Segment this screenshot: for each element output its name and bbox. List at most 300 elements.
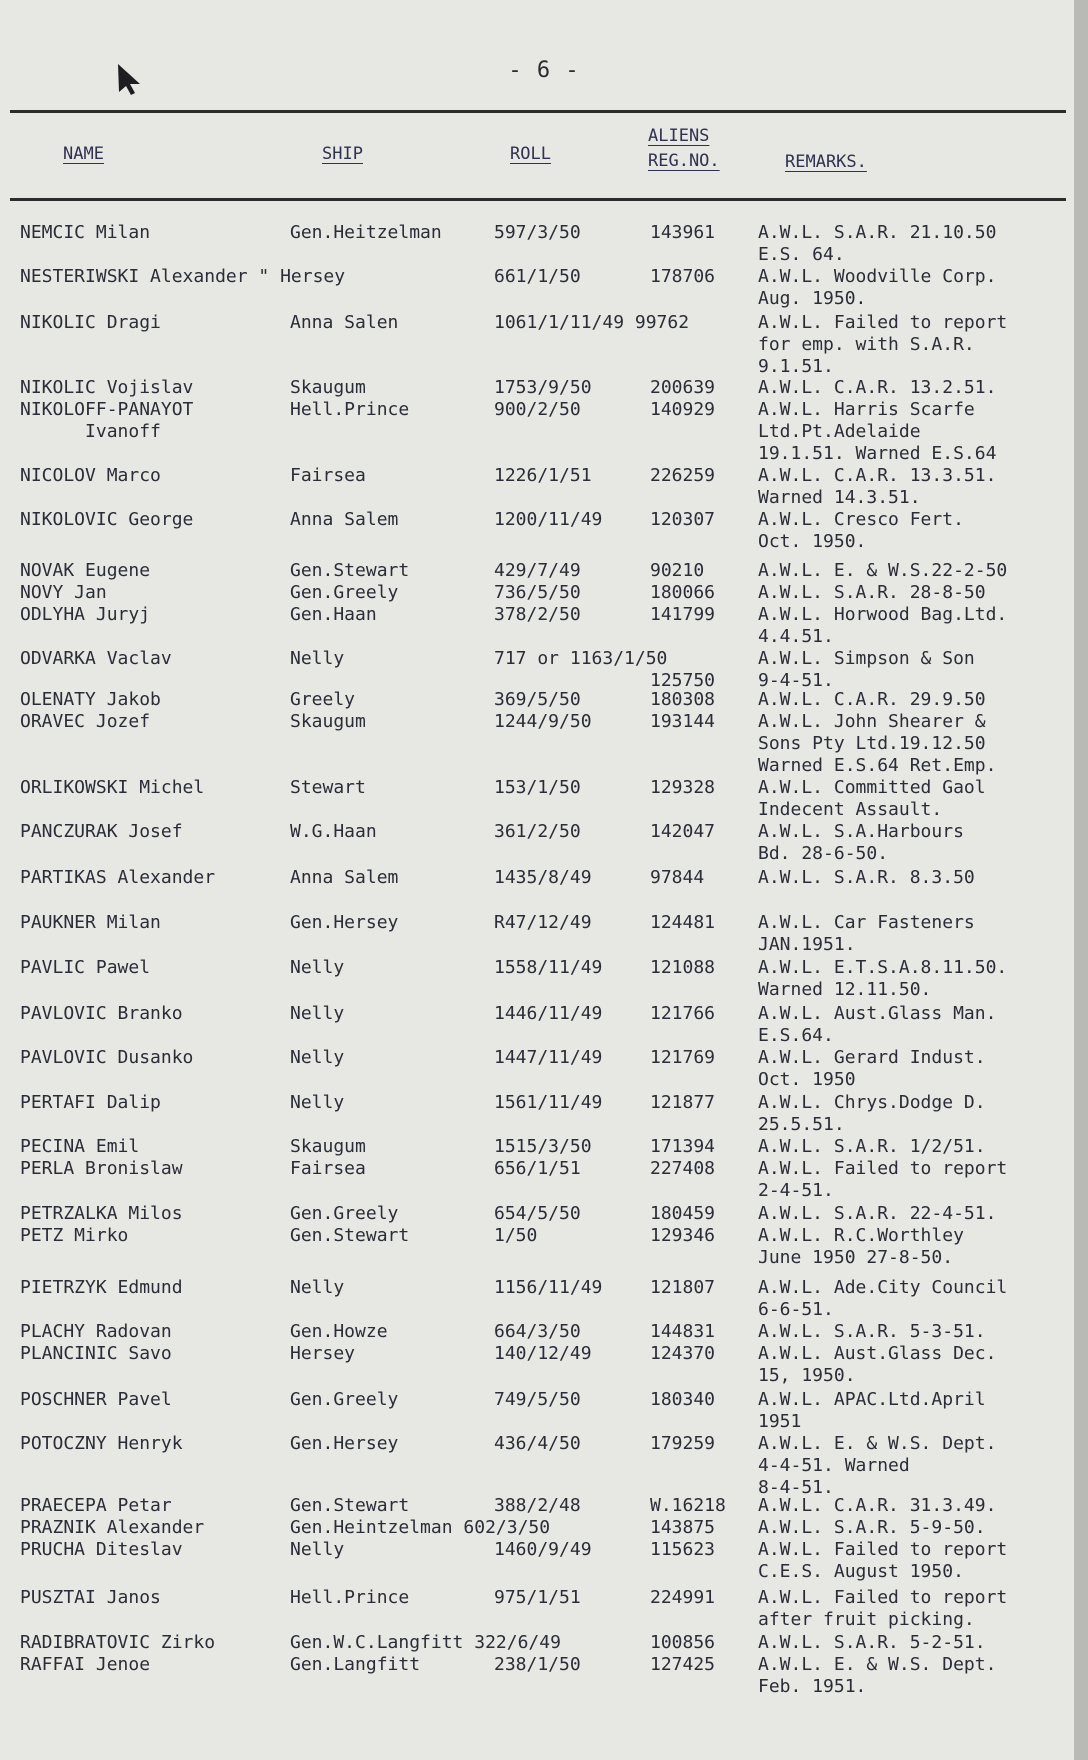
- cell-roll: [494, 377, 592, 421]
- cell-remarks: [758, 1047, 986, 1091]
- cell-reg: [650, 821, 715, 843]
- reg-line: 90210: [650, 560, 705, 581]
- cell-reg: [650, 1587, 715, 1609]
- cell-ship: [290, 1389, 398, 1411]
- reg-line: 124370: [650, 1343, 716, 1364]
- ship-line: Gen.Hersey: [290, 1433, 399, 1454]
- cell-name: [20, 648, 172, 670]
- cell-reg: [650, 1047, 715, 1069]
- reg-line: 125750: [650, 670, 716, 691]
- roll-line: 429/7/49: [494, 560, 581, 581]
- name-line: NEMCIC Milan: [20, 222, 151, 243]
- roll-line: 361/2/50: [494, 821, 581, 842]
- remarks-line: 9.1.51.: [758, 356, 834, 377]
- cell-ship: [290, 1433, 398, 1455]
- remarks-line: A.W.L. E.T.S.A.8.11.50.: [758, 957, 1008, 978]
- ship-line: Gen.Stewart: [290, 1225, 410, 1246]
- cell-roll: [494, 689, 592, 733]
- roll-line: 369/5/50: [494, 689, 581, 710]
- cell-remarks: [758, 1321, 996, 1387]
- cell-remarks: [758, 1389, 986, 1433]
- remarks-line: 9-4-51.: [758, 670, 834, 691]
- ship-line: Anna Salem: [290, 509, 399, 530]
- roll-line: 1435/8/49: [494, 867, 592, 888]
- roll-line: 736/5/50: [494, 582, 581, 603]
- name-line: PAVLOVIC Branko: [20, 1003, 183, 1024]
- cell-name: [20, 867, 215, 889]
- name-line: PLACHY Radovan: [20, 1321, 172, 1342]
- roll-line: 1515/3/50: [494, 1136, 592, 1157]
- remarks-line: 2-4-51.: [758, 1180, 834, 1201]
- name-line: ODVARKA Vaclav: [20, 648, 172, 669]
- name-line: PRAECEPA Petar: [20, 1495, 172, 1516]
- reg-line: 121088: [650, 957, 716, 978]
- name-line: ORAVEC Jozef: [20, 711, 151, 732]
- name-line: PANCZURAK Josef: [20, 821, 183, 842]
- header-ship: SHIP: [322, 144, 363, 164]
- cell-roll: [494, 1136, 592, 1180]
- cell-roll: [494, 1389, 581, 1411]
- name-line: PAVLIC Pawel: [20, 957, 151, 978]
- cell-reg: [650, 266, 715, 288]
- remarks-line: A.W.L. C.A.R. 31.3.49.: [758, 1495, 997, 1516]
- cell-remarks: [758, 312, 1007, 378]
- cell-reg: [650, 689, 715, 733]
- name-line: PRUCHA Diteslav: [20, 1539, 183, 1560]
- cell-ship: [290, 957, 344, 979]
- cell-roll: [494, 1003, 602, 1025]
- cell-reg: [650, 1277, 715, 1299]
- cell-name: [20, 1632, 215, 1676]
- name-line: OLENATY Jakob: [20, 689, 161, 710]
- header-name: NAME: [63, 144, 104, 164]
- roll-line: 1446/11/49: [494, 1003, 603, 1024]
- remarks-line: Oct. 1950: [758, 1069, 856, 1090]
- cell-remarks: [758, 648, 975, 692]
- cell-name: [20, 1203, 183, 1247]
- reg-line: 227408: [650, 1158, 716, 1179]
- reg-line: 121877: [650, 1092, 716, 1113]
- reg-line: 171394: [650, 1136, 716, 1157]
- ship-line: Nelly: [290, 957, 345, 978]
- ship-line: Skaugum: [290, 377, 366, 398]
- cell-name: [20, 1047, 193, 1069]
- reg-line: 140929: [650, 399, 716, 420]
- header-reg-line1: ALIENS: [648, 126, 710, 146]
- roll-line: R47/12/49: [494, 912, 592, 933]
- name-line: NIKOLIC Vojislav: [20, 377, 194, 398]
- cell-name: [20, 509, 193, 531]
- cell-remarks: [758, 821, 964, 865]
- cell-remarks: [758, 867, 975, 889]
- cell-remarks: [758, 1632, 996, 1698]
- remarks-line: A.W.L. E. & W.S. Dept.: [758, 1433, 997, 1454]
- cell-remarks: [758, 1433, 996, 1499]
- cell-roll: [494, 1495, 592, 1561]
- ship-line: Nelly: [290, 1092, 345, 1113]
- cell-reg: [650, 867, 704, 889]
- ship-line: Gen.Heitzelman: [290, 222, 442, 243]
- roll-line: [494, 1632, 581, 1654]
- cell-ship: [290, 560, 409, 626]
- remarks-line: A.W.L. Woodville Corp.: [758, 266, 997, 287]
- cell-name: [20, 1389, 172, 1411]
- remarks-line: A.W.L. S.A.R. 5-2-51.: [758, 1632, 986, 1653]
- cell-name: [20, 1433, 183, 1455]
- cell-reg: [650, 1003, 715, 1025]
- remarks-line: A.W.L. C.A.R. 29.9.50: [758, 689, 986, 710]
- remarks-line: A.W.L. C.A.R. 13.3.51.: [758, 465, 997, 486]
- cell-name: [20, 222, 150, 244]
- remarks-line: A.W.L. Aust.Glass Dec.: [758, 1343, 997, 1364]
- roll-line: 1753/9/50: [494, 377, 592, 398]
- name-line: ORLIKOWSKI Michel: [20, 777, 205, 798]
- roll-line: 1244/9/50: [494, 711, 592, 732]
- remarks-line: A.W.L. S.A.R. 22-4-51.: [758, 1203, 997, 1224]
- remarks-line: A.W.L. S.A.Harbours: [758, 821, 964, 842]
- cell-ship: [290, 1092, 344, 1114]
- remarks-line: A.W.L. APAC.Ltd.April: [758, 1389, 986, 1410]
- name-line: NOVAK Eugene: [20, 560, 151, 581]
- roll-line: 664/3/50: [494, 1321, 581, 1342]
- cell-reg: [650, 1495, 726, 1561]
- cell-name: [20, 821, 183, 843]
- name-line: Ivanoff: [20, 421, 161, 442]
- cell-ship: [290, 821, 377, 843]
- reg-line: 121807: [650, 1277, 716, 1298]
- roll-line: 140/12/49: [494, 1343, 592, 1364]
- cell-roll: [494, 1092, 602, 1114]
- cell-name: [20, 1092, 161, 1114]
- reg-line: 121769: [650, 1047, 716, 1068]
- name-line: POSCHNER Pavel: [20, 1389, 172, 1410]
- roll-line: 378/2/50: [494, 604, 581, 625]
- cell-remarks: [758, 689, 996, 777]
- cell-reg: [650, 1136, 715, 1180]
- reg-line: 120307: [650, 509, 716, 530]
- ship-line: Gen.Stewart: [290, 1495, 410, 1516]
- cell-name: [20, 266, 345, 288]
- cell-ship: [290, 912, 398, 934]
- ship-line: Gen.Greely: [290, 1203, 399, 1224]
- name-line: NOVY Jan: [20, 582, 107, 603]
- remarks-line: 4-4-51. Warned: [758, 1455, 910, 1476]
- remarks-line: A.W.L. Failed to report: [758, 1587, 1008, 1608]
- cell-reg: [650, 1433, 715, 1455]
- cell-reg: [650, 648, 715, 692]
- cell-roll: [494, 648, 667, 670]
- cell-ship: [290, 1321, 388, 1365]
- remarks-line: A.W.L. C.A.R. 13.2.51.: [758, 377, 997, 398]
- cell-reg: [650, 957, 715, 979]
- reg-line: 178706: [650, 266, 716, 287]
- header-remarks: REMARKS.: [785, 152, 867, 172]
- cell-roll: [494, 266, 581, 288]
- cell-ship: [290, 377, 409, 421]
- cell-remarks: [758, 377, 996, 465]
- roll-line: 661/1/50: [494, 266, 581, 287]
- cell-name: [20, 1277, 183, 1299]
- ship-line: Nelly: [290, 1003, 345, 1024]
- cell-ship: [290, 1136, 366, 1180]
- cell-roll: [494, 312, 689, 334]
- reg-line: 129346: [650, 1225, 716, 1246]
- cell-roll: [494, 867, 592, 889]
- remarks-line: E.S.64.: [758, 1025, 834, 1046]
- cell-remarks: [758, 1092, 986, 1136]
- reg-line: 180459: [650, 1203, 716, 1224]
- remarks-line: A.W.L. Aust.Glass Man.: [758, 1003, 997, 1024]
- reg-line: 179259: [650, 1433, 716, 1454]
- remarks-line: A.W.L. Failed to report: [758, 1539, 1008, 1560]
- roll-line: 1558/11/49: [494, 957, 603, 978]
- ship-line: Gen.Greely: [290, 582, 399, 603]
- reg-line: 143961: [650, 222, 716, 243]
- remarks-line: A.W.L. Car Fasteners: [758, 912, 975, 933]
- remarks-line: Sons Pty Ltd.19.12.50: [758, 733, 986, 754]
- name-line: NESTERIWSKI Alexander " Hersey: [20, 266, 346, 287]
- ship-line: Gen.W.C.Langfitt 322/6/49: [290, 1632, 561, 1653]
- cell-remarks: [758, 1277, 1007, 1321]
- roll-line: 900/2/50: [494, 399, 581, 420]
- cell-ship: [290, 1203, 409, 1247]
- cell-roll: [494, 777, 581, 799]
- cell-reg: [650, 912, 715, 934]
- remarks-line: Ltd.Pt.Adelaide: [758, 421, 921, 442]
- cell-remarks: [758, 560, 1007, 648]
- name-line: PAVLOVIC Dusanko: [20, 1047, 194, 1068]
- cell-name: [20, 377, 193, 443]
- cell-roll: [494, 957, 602, 979]
- reg-line: 121766: [650, 1003, 716, 1024]
- remarks-line: Warned 12.11.50.: [758, 979, 932, 1000]
- remarks-line: A.W.L. Simpson & Son: [758, 648, 975, 669]
- cell-roll: [494, 912, 592, 934]
- cell-reg: [650, 222, 715, 244]
- name-line: PERLA Bronislaw: [20, 1158, 183, 1179]
- cell-ship: [290, 1277, 344, 1299]
- cell-reg: [650, 1203, 715, 1247]
- remarks-line: A.W.L. Failed to report: [758, 312, 1008, 333]
- ship-line: Gen.Heintzelman 602/3/50: [290, 1517, 551, 1538]
- cell-reg: [650, 465, 715, 487]
- roll-line: 1226/1/51: [494, 465, 592, 486]
- cell-name: [20, 465, 161, 487]
- name-line: PETZ Mirko: [20, 1225, 129, 1246]
- cell-remarks: [758, 1587, 1007, 1631]
- remarks-line: A.W.L. Horwood Bag.Ltd.: [758, 604, 1008, 625]
- reg-line: 97844: [650, 867, 705, 888]
- cell-roll: [494, 1433, 581, 1455]
- cell-ship: [290, 1003, 344, 1025]
- page-number: - 6 -: [508, 58, 580, 83]
- cell-ship: [290, 312, 398, 334]
- reg-line: 115623: [650, 1539, 716, 1560]
- name-line: PAUKNER Milan: [20, 912, 161, 933]
- cell-name: [20, 312, 161, 334]
- remarks-line: 8-4-51.: [758, 1477, 834, 1498]
- name-line: NIKOLOFF-PANAYOT: [20, 399, 194, 420]
- roll-line: 654/5/50: [494, 1203, 581, 1224]
- remarks-line: A.W.L. Ade.City Council: [758, 1277, 1008, 1298]
- cell-reg: [650, 1389, 715, 1411]
- cell-reg: [650, 377, 715, 421]
- reg-line: 200639: [650, 377, 716, 398]
- cell-reg: [650, 1632, 715, 1676]
- cell-name: [20, 1136, 183, 1180]
- cell-ship: [290, 689, 366, 733]
- ship-line: Gen.Howze: [290, 1321, 388, 1342]
- name-line: NIKOLOVIC George: [20, 509, 194, 530]
- ship-line: Gen.Stewart: [290, 560, 410, 581]
- remarks-line: A.W.L. E. & W.S. Dept.: [758, 1654, 997, 1675]
- roll-line: 1/50: [494, 1225, 538, 1246]
- ship-line: Gen.Hersey: [290, 912, 399, 933]
- name-line: NICOLOV Marco: [20, 465, 161, 486]
- cell-roll: [494, 509, 602, 531]
- reg-line: 142047: [650, 821, 716, 842]
- cell-reg: [650, 1321, 715, 1365]
- remarks-line: A.W.L. Cresco Fert.: [758, 509, 964, 530]
- remarks-line: Bd. 28-6-50.: [758, 843, 889, 864]
- name-line: PETRZALKA Milos: [20, 1203, 183, 1224]
- cell-remarks: [758, 1136, 1007, 1202]
- roll-line: 1061/1/11/49 99762: [494, 312, 690, 333]
- reg-line: 193144: [650, 711, 716, 732]
- remarks-line: 6-6-51.: [758, 1299, 834, 1320]
- cell-ship: [290, 509, 398, 531]
- remarks-line: C.E.S. August 1950.: [758, 1561, 964, 1582]
- cell-roll: [494, 821, 581, 843]
- cell-name: [20, 1495, 204, 1561]
- roll-line: 1200/11/49: [494, 509, 603, 530]
- cell-roll: [494, 1203, 581, 1247]
- remarks-line: after fruit picking.: [758, 1609, 975, 1630]
- reg-line: 129328: [650, 777, 716, 798]
- remarks-line: 25.5.51.: [758, 1114, 845, 1135]
- cell-name: [20, 1587, 161, 1609]
- header-reg-line2: REG.NO.: [648, 151, 720, 171]
- ship-line: Gen.Langfitt: [290, 1654, 421, 1675]
- remarks-line: Warned E.S.64 Ret.Emp.: [758, 755, 997, 776]
- ship-line: Anna Salem: [290, 867, 399, 888]
- reg-line: 141799: [650, 604, 716, 625]
- ship-line: Stewart: [290, 777, 366, 798]
- remarks-line: A.W.L. Chrys.Dodge D.: [758, 1092, 986, 1113]
- name-line: PECINA Emil: [20, 1136, 140, 1157]
- cell-roll: [494, 465, 592, 487]
- remarks-line: A.W.L. S.A.R. 1/2/51.: [758, 1136, 986, 1157]
- ship-line: W.G.Haan: [290, 821, 377, 842]
- remarks-line: A.W.L. E. & W.S.22-2-50: [758, 560, 1008, 581]
- roll-line: 1460/9/49: [494, 1539, 592, 1560]
- roll-line: 1156/11/49: [494, 1277, 603, 1298]
- cell-reg: [650, 1092, 715, 1114]
- cell-roll: [494, 1632, 581, 1676]
- roll-line: 656/1/51: [494, 1158, 581, 1179]
- name-line: ODLYHA Juryj: [20, 604, 151, 625]
- cell-ship: [290, 1587, 409, 1609]
- roll-line: 597/3/50: [494, 222, 581, 243]
- roll-line: 388/2/48: [494, 1495, 581, 1516]
- cell-name: [20, 560, 150, 626]
- reg-line: W.16218: [650, 1495, 726, 1516]
- ship-line: Hell.Prince: [290, 1587, 410, 1608]
- ship-line: Nelly: [290, 1539, 345, 1560]
- cell-remarks: [758, 1003, 996, 1047]
- name-line: PIETRZYK Edmund: [20, 1277, 183, 1298]
- ship-line: Hersey: [290, 1343, 356, 1364]
- remarks-line: A.W.L. S.A.R. 8.3.50: [758, 867, 975, 888]
- cell-roll: [494, 1047, 602, 1069]
- roll-line: 153/1/50: [494, 777, 581, 798]
- remarks-line: for emp. with S.A.R.: [758, 334, 975, 355]
- cell-roll: [494, 560, 581, 626]
- cell-name: [20, 1321, 172, 1365]
- cell-reg: [650, 560, 715, 626]
- ship-line: Nelly: [290, 1277, 345, 1298]
- name-line: RADIBRATOVIC Zirko: [20, 1632, 216, 1653]
- cell-remarks: [758, 957, 1007, 1001]
- remarks-line: A.W.L. S.A.R. 28-8-50: [758, 582, 986, 603]
- ship-line: Nelly: [290, 648, 345, 669]
- name-line: NIKOLIC Dragi: [20, 312, 161, 333]
- reg-line: 180066: [650, 582, 716, 603]
- remarks-line: Oct. 1950.: [758, 531, 867, 552]
- roll-line: 436/4/50: [494, 1433, 581, 1454]
- ship-line: Gen.Greely: [290, 1389, 399, 1410]
- roll-line: [494, 1517, 592, 1539]
- name-line: RAFFAI Jenoe: [20, 1654, 151, 1675]
- remarks-line: Warned 14.3.51.: [758, 487, 921, 508]
- cell-roll: [494, 1587, 581, 1609]
- reg-line: [650, 648, 715, 670]
- remarks-line: Feb. 1951.: [758, 1676, 867, 1697]
- reg-line: 100856: [650, 1632, 716, 1653]
- roll-line: 238/1/50: [494, 1654, 581, 1675]
- remarks-line: E.S. 64.: [758, 244, 845, 265]
- ship-line: Greely: [290, 689, 356, 710]
- cell-remarks: [758, 777, 986, 821]
- remarks-line: A.W.L. S.A.R. 5-3-51.: [758, 1321, 986, 1342]
- remarks-line: 19.1.51. Warned E.S.64: [758, 443, 997, 464]
- name-line: PERTAFI Dalip: [20, 1092, 161, 1113]
- remarks-line: 15, 1950.: [758, 1365, 856, 1386]
- cell-name: [20, 1003, 183, 1025]
- ship-line: Anna Salen: [290, 312, 399, 333]
- header-roll: ROLL: [510, 144, 551, 164]
- reg-line: 180308: [650, 689, 716, 710]
- cell-reg: [650, 777, 715, 799]
- cell-remarks: [758, 1203, 996, 1269]
- remarks-line: 1951: [758, 1411, 802, 1432]
- remarks-line: A.W.L. Gerard Indust.: [758, 1047, 986, 1068]
- ship-line: Skaugum: [290, 711, 366, 732]
- ship-line: Hell.Prince: [290, 399, 410, 420]
- remarks-line: A.W.L. Committed Gaol: [758, 777, 986, 798]
- roll-line: 975/1/51: [494, 1587, 581, 1608]
- name-line: POTOCZNY Henryk: [20, 1433, 183, 1454]
- cell-name: [20, 689, 161, 733]
- name-line: PRAZNIK Alexander: [20, 1517, 205, 1538]
- roll-line: 749/5/50: [494, 1389, 581, 1410]
- remarks-line: A.W.L. S.A.R. 5-9-50.: [758, 1517, 986, 1538]
- remarks-line: A.W.L. Harris Scarfe: [758, 399, 975, 420]
- cell-ship: [290, 867, 398, 889]
- reg-line: 224991: [650, 1587, 716, 1608]
- remarks-line: Aug. 1950.: [758, 288, 867, 309]
- ship-line: Fairsea: [290, 1158, 366, 1179]
